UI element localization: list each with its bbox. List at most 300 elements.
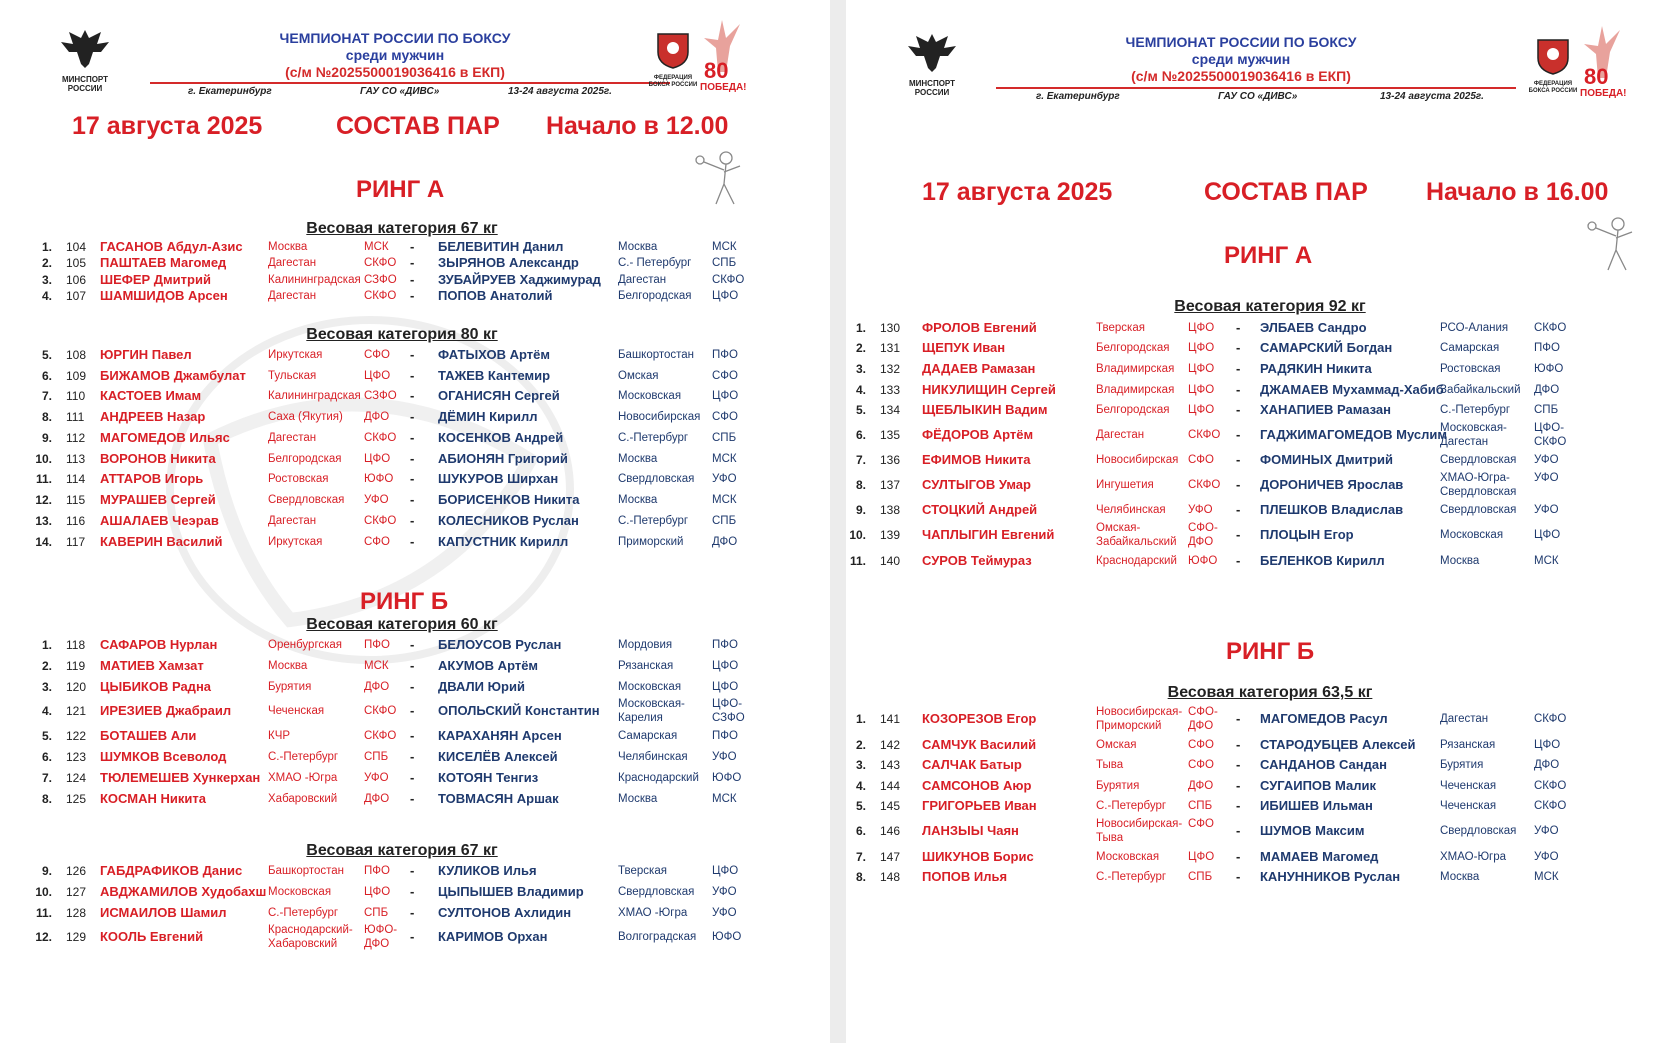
versus-dash: - xyxy=(410,770,415,785)
header-city: г. Екатеринбург xyxy=(1036,91,1120,102)
bout-id: 125 xyxy=(66,792,87,806)
blue-corner-region: Московская- Дагестан xyxy=(1440,422,1507,448)
red-corner-district: ЮФО xyxy=(364,473,394,485)
red-corner-region: С.-Петербург xyxy=(1096,800,1167,812)
blue-corner-region: Башкортостан xyxy=(618,349,695,361)
blue-corner-boxer: ШУКУРОВ Ширхан xyxy=(438,471,559,486)
bout-id: 127 xyxy=(66,885,87,899)
red-corner-boxer: КООЛЬ Евгений xyxy=(100,929,204,944)
versus-dash: - xyxy=(410,679,415,694)
blue-corner-region: Челябинская xyxy=(618,751,688,763)
red-corner-boxer: ШАМШИДОВ Арсен xyxy=(100,288,228,303)
red-corner-district: СКФО xyxy=(364,730,397,742)
red-corner-boxer: ШЕФЕР Дмитрий xyxy=(100,272,211,287)
bout-row xyxy=(0,906,830,926)
blue-corner-district: ЦФО xyxy=(712,660,739,672)
bout-id: 108 xyxy=(66,348,87,362)
blue-corner-district: СКФО xyxy=(1534,713,1567,725)
red-corner-district: МСК xyxy=(364,241,389,253)
bout-row xyxy=(0,493,830,513)
versus-dash: - xyxy=(1236,340,1241,355)
bout-row xyxy=(0,885,830,905)
red-corner-district: ЦФО xyxy=(1188,363,1215,375)
red-corner-region: Омская xyxy=(1096,739,1137,751)
blue-corner-region: Москва xyxy=(1440,871,1480,883)
bout-row xyxy=(846,362,1680,382)
red-corner-boxer: СТОЦКИЙ Андрей xyxy=(922,502,1038,517)
red-corner-region: Бурятия xyxy=(268,681,312,693)
versus-dash: - xyxy=(1236,823,1241,838)
red-corner-region: КЧР xyxy=(268,730,291,742)
blue-corner-district: ЦФО xyxy=(1534,529,1561,541)
red-corner-district: МСК xyxy=(364,660,389,672)
bout-id: 145 xyxy=(880,799,901,813)
red-corner-district: СКФО xyxy=(364,290,397,302)
bout-row xyxy=(0,792,830,812)
blue-corner-district: УФО xyxy=(1534,504,1559,516)
blue-corner-boxer: ОГАНИСЯН Сергей xyxy=(438,388,560,403)
blue-corner-boxer: БОРИСЕНКОВ Никита xyxy=(438,492,580,507)
bout-row xyxy=(846,799,1680,819)
red-corner-region: Дагестан xyxy=(268,432,317,444)
weight-category-heading: Весовая категория 63,5 кг xyxy=(1167,684,1373,701)
championship-subtitle: среди мужчин xyxy=(345,47,445,63)
red-corner-boxer: САЛЧАК Батыр xyxy=(922,757,1022,772)
blue-corner-region: Чеченская xyxy=(1440,800,1497,812)
red-corner-boxer: ПАШТАЕВ Магомед xyxy=(100,255,227,270)
red-corner-boxer: ФРОЛОВ Евгений xyxy=(922,320,1037,335)
bout-row xyxy=(846,818,1680,844)
red-corner-region: Иркутская xyxy=(268,349,323,361)
blue-corner-district: СКФО xyxy=(1534,780,1567,792)
red-corner-district: СПБ xyxy=(364,751,389,763)
bout-number: 10. xyxy=(849,528,866,542)
red-corner-boxer: МАТИЕВ Хамзат xyxy=(100,658,204,673)
shield-icon xyxy=(648,30,698,70)
red-corner-district: СКФО xyxy=(1188,429,1221,441)
red-corner-region: С.-Петербург xyxy=(1096,871,1167,883)
bout-number: 3. xyxy=(41,273,52,287)
bout-number: 8. xyxy=(41,792,52,806)
blue-corner-district: УФО xyxy=(1534,454,1559,466)
bout-number: 6. xyxy=(41,369,52,383)
versus-dash: - xyxy=(1236,382,1241,397)
blue-corner-district: МСК xyxy=(1534,871,1559,883)
red-corner-boxer: ГАБДРАФИКОВ Данис xyxy=(100,863,243,878)
red-corner-boxer: БИЖАМОВ Джамбулат xyxy=(100,368,246,383)
bout-number: 5. xyxy=(855,403,866,417)
versus-dash: - xyxy=(410,492,415,507)
header-title xyxy=(240,30,550,81)
bout-id: 137 xyxy=(880,478,901,492)
bout-id: 106 xyxy=(66,273,87,287)
blue-corner-boxer: КОЛЕСНИКОВ Руслан xyxy=(438,513,579,528)
red-corner-boxer: ЩЕПУК Иван xyxy=(922,340,1006,355)
bout-id: 112 xyxy=(66,431,86,445)
blue-corner-district: СКФО xyxy=(1534,800,1567,812)
bout-id: 123 xyxy=(66,750,87,764)
red-corner-boxer: ЕФИМОВ Никита xyxy=(922,452,1031,467)
blue-corner-boxer: ДВАЛИ Юрий xyxy=(438,679,525,694)
blue-corner-boxer: ГАДЖИМАГОМЕДОВ Муслим xyxy=(1260,427,1448,442)
bout-number: 7. xyxy=(855,453,866,467)
blue-corner-region: Москва xyxy=(618,453,658,465)
bout-row xyxy=(0,924,830,950)
red-corner-region: Новосибирская- Приморский xyxy=(1096,706,1183,732)
red-corner-boxer: САМЧУК Василий xyxy=(922,737,1037,752)
blue-corner-boxer: ПЛОЦЫН Егор xyxy=(1260,527,1354,542)
bout-id: 114 xyxy=(66,472,86,486)
blue-corner-region: С.-Петербург xyxy=(618,515,689,527)
blue-corner-region: Бурятия xyxy=(1440,759,1484,771)
blue-corner-boxer: СТАРОДУБЦЕВ Алексей xyxy=(1260,737,1416,752)
blue-corner-region: Чеченская xyxy=(1440,780,1497,792)
versus-dash: - xyxy=(410,272,415,287)
blue-corner-district: МСК xyxy=(712,793,737,805)
blue-corner-district: СПБ xyxy=(712,257,737,269)
blue-corner-region: ХМАО-Югра- Свердловская xyxy=(1440,472,1517,498)
bout-row xyxy=(0,659,830,679)
ring-b-heading: РИНГ Б xyxy=(1226,638,1315,665)
versus-dash: - xyxy=(1236,527,1241,542)
red-corner-boxer: ВОРОНОВ Никита xyxy=(100,451,216,466)
blue-corner-region: Свердловская xyxy=(618,886,695,898)
badge-80: 80 xyxy=(704,58,729,83)
red-corner-district: ДФО xyxy=(1188,780,1214,792)
bout-row xyxy=(846,503,1680,523)
red-corner-region: Тверская xyxy=(1096,322,1145,334)
bout-number: 10. xyxy=(35,885,52,899)
bout-number: 6. xyxy=(855,428,866,442)
blue-corner-boxer: ТОВМАСЯН Аршак xyxy=(438,791,559,806)
blue-corner-region: Свердловская xyxy=(618,473,695,485)
bout-number: 13. xyxy=(35,514,52,528)
bout-row xyxy=(846,522,1680,548)
red-corner-region: Дагестан xyxy=(268,257,317,269)
red-corner-district: СФО xyxy=(1188,759,1214,771)
header-city: г. Екатеринбург xyxy=(188,86,272,97)
red-corner-boxer: ЦЫБИКОВ Радна xyxy=(100,679,212,694)
blue-corner-district: ЦФО xyxy=(712,290,739,302)
versus-dash: - xyxy=(1236,477,1241,492)
bout-row xyxy=(0,472,830,492)
blue-corner-boxer: САМАРСКИЙ Богдан xyxy=(1260,340,1393,355)
blue-corner-boxer: СУЛТОНОВ Ахлидин xyxy=(438,905,572,920)
blue-corner-district: ЮФО xyxy=(1534,363,1564,375)
blue-corner-district: СФО xyxy=(712,411,738,423)
versus-dash: - xyxy=(410,703,415,718)
boxer-icon xyxy=(1582,214,1644,272)
versus-dash: - xyxy=(410,637,415,652)
red-corner-district: УФО xyxy=(364,772,389,784)
bout-row xyxy=(0,729,830,749)
red-corner-district: ДФО xyxy=(364,411,390,423)
red-corner-region: Дагестан xyxy=(268,515,317,527)
bout-id: 115 xyxy=(66,493,86,507)
blue-corner-boxer: ОПОЛЬСКИЙ Константин xyxy=(438,703,600,718)
bout-number: 10. xyxy=(35,452,52,466)
red-corner-boxer: НИКУЛИЩИН Сергей xyxy=(922,382,1056,397)
red-corner-region: Ростовская xyxy=(268,473,329,485)
versus-dash: - xyxy=(410,288,415,303)
versus-dash: - xyxy=(410,884,415,899)
bout-number: 4. xyxy=(855,383,866,397)
bout-number: 7. xyxy=(855,850,866,864)
weight-category-heading: Весовая категория 60 кг xyxy=(306,616,498,633)
blue-corner-region: Рязанская xyxy=(618,660,674,672)
blue-corner-region: Москва xyxy=(618,494,658,506)
blue-corner-region: Мордовия xyxy=(618,639,673,651)
red-corner-district: ДФО xyxy=(364,681,390,693)
bout-row xyxy=(0,431,830,451)
blue-corner-boxer: ДЁМИН Кирилл xyxy=(438,409,538,424)
bout-id: 146 xyxy=(880,824,901,838)
red-corner-region: Бурятия xyxy=(1096,780,1140,792)
red-corner-region: Иркутская xyxy=(268,536,323,548)
weight-category-heading: Весовая категория 67 кг xyxy=(306,220,498,237)
blue-corner-boxer: АБИОНЯН Григорий xyxy=(438,451,568,466)
blue-corner-district: УФО xyxy=(712,473,737,485)
blue-corner-district: УФО xyxy=(1534,825,1559,837)
versus-dash: - xyxy=(1236,361,1241,376)
red-corner-district: СФО xyxy=(364,349,390,361)
blue-corner-boxer: ДЖАМАЕВ Мухаммад-Хабиб xyxy=(1260,382,1444,397)
bout-id: 134 xyxy=(880,403,901,417)
red-corner-boxer: СУРОВ Теймураз xyxy=(922,553,1032,568)
red-corner-district: ЦФО xyxy=(1188,404,1215,416)
bout-row xyxy=(0,289,830,309)
blue-corner-region: Новосибирская xyxy=(618,411,701,423)
ring-a-heading: РИНГ А xyxy=(1224,242,1313,269)
versus-dash: - xyxy=(410,905,415,920)
red-corner-district: СПБ xyxy=(1188,800,1213,812)
bout-number: 2. xyxy=(855,341,866,355)
bout-id: 120 xyxy=(66,680,87,694)
bout-id: 136 xyxy=(880,453,901,467)
blue-corner-boxer: МАМАЕВ Магомед xyxy=(1260,849,1379,864)
bout-number: 3. xyxy=(855,758,866,772)
blue-corner-boxer: АКУМОВ Артём xyxy=(438,658,539,673)
red-corner-region: Новосибирская- Тыва xyxy=(1096,818,1183,844)
versus-dash: - xyxy=(1236,737,1241,752)
blue-corner-region: Московская xyxy=(618,681,682,693)
versus-dash: - xyxy=(1236,553,1241,568)
pairs-title: СОСТАВ ПАР xyxy=(336,112,500,140)
weight-category-heading: Весовая категория 92 кг xyxy=(1174,298,1366,315)
red-corner-boxer: ФЁДОРОВ Артём xyxy=(922,427,1034,442)
blue-corner-region: ХМАО -Югра xyxy=(618,907,688,919)
schedule-page-2 xyxy=(846,0,1680,1043)
red-corner-region: Белгородская xyxy=(1096,342,1170,354)
blue-corner-district: ПФО xyxy=(712,730,738,742)
red-corner-boxer: ШИКУНОВ Борис xyxy=(922,849,1034,864)
blue-corner-boxer: ШУМОВ Максим xyxy=(1260,823,1365,838)
bout-row xyxy=(846,472,1680,498)
red-corner-boxer: КОЗОРЕЗОВ Егор xyxy=(922,711,1037,726)
red-corner-region: С.-Петербург xyxy=(268,907,339,919)
bout-row xyxy=(0,864,830,884)
red-corner-boxer: КАСТОЕВ Имам xyxy=(100,388,202,403)
blue-corner-boxer: ПОПОВ Анатолий xyxy=(438,288,553,303)
bout-number: 4. xyxy=(41,289,52,303)
versus-dash: - xyxy=(410,728,415,743)
victory-badge xyxy=(1580,24,1627,106)
blue-corner-region: Тверская xyxy=(618,865,667,877)
blue-corner-region: С.-Петербург xyxy=(1440,404,1511,416)
red-corner-boxer: ГАСАНОВ Абдул-Азис xyxy=(100,239,243,254)
red-corner-district: ЦФО xyxy=(364,370,391,382)
blue-corner-district: ДФО xyxy=(1534,759,1560,771)
bout-number: 6. xyxy=(41,750,52,764)
red-corner-district: СЗФО xyxy=(364,390,397,402)
blue-corner-region: Москва xyxy=(618,793,658,805)
blue-corner-boxer: ИБИШЕВ Ильман xyxy=(1260,798,1373,813)
bout-id: 116 xyxy=(66,514,86,528)
red-corner-district: ПФО xyxy=(364,865,390,877)
bout-number: 6. xyxy=(855,824,866,838)
red-corner-district: СКФО xyxy=(364,705,397,717)
blue-corner-boxer: КОТОЯН Тенгиз xyxy=(438,770,539,785)
red-corner-region: Владимирская xyxy=(1096,363,1175,375)
blue-corner-district: СПБ xyxy=(712,515,737,527)
blue-corner-district: ДФО xyxy=(712,536,738,548)
red-corner-district: ЦФО xyxy=(1188,342,1215,354)
bout-row xyxy=(846,706,1680,732)
bout-row xyxy=(846,341,1680,361)
red-corner-region: Новосибирская xyxy=(1096,454,1179,466)
versus-dash: - xyxy=(410,471,415,486)
red-corner-district: СФО xyxy=(1188,818,1214,830)
blue-corner-region: Дагестан xyxy=(1440,713,1489,725)
red-corner-region: Москва xyxy=(268,660,308,672)
versus-dash: - xyxy=(1236,320,1241,335)
bout-row xyxy=(846,870,1680,890)
bout-id: 133 xyxy=(880,383,901,397)
bout-row xyxy=(846,383,1680,403)
red-corner-boxer: МУРАШЕВ Сергей xyxy=(100,492,216,507)
header-venue: ГАУ СО «ДИВС» xyxy=(360,86,440,97)
red-corner-boxer: САМСОНОВ Аюр xyxy=(922,778,1032,793)
versus-dash: - xyxy=(1236,711,1241,726)
ring-b-heading: РИНГ Б xyxy=(360,588,449,615)
blue-corner-district: ЮФО xyxy=(712,931,742,943)
bout-id: 142 xyxy=(880,738,901,752)
versus-dash: - xyxy=(410,451,415,466)
red-corner-region: Оренбургская xyxy=(268,639,343,651)
versus-dash: - xyxy=(1236,427,1241,442)
bout-number: 14. xyxy=(35,535,52,549)
red-corner-region: Ингушетия xyxy=(1096,479,1154,491)
red-corner-boxer: САФАРОВ Нурлан xyxy=(100,637,218,652)
red-corner-region: Чеченская xyxy=(268,705,325,717)
bout-id: 130 xyxy=(880,321,901,335)
bout-row xyxy=(846,453,1680,473)
red-corner-region: Белгородская xyxy=(1096,404,1170,416)
versus-dash: - xyxy=(1236,757,1241,772)
bout-id: 104 xyxy=(66,240,87,254)
red-corner-district: СФО xyxy=(364,536,390,548)
blue-corner-boxer: ПЛЕШКОВ Владислав xyxy=(1260,502,1404,517)
championship-title: ЧЕМПИОНАТ РОССИИ ПО БОКСУ xyxy=(279,30,511,46)
red-corner-district: УФО xyxy=(364,494,389,506)
red-corner-region: Московская xyxy=(268,886,332,898)
federation-label: ФЕДЕРАЦИЯ БОКСА РОССИИ xyxy=(648,75,698,88)
bout-id: 110 xyxy=(66,389,86,403)
blue-corner-district: УФО xyxy=(712,907,737,919)
versus-dash: - xyxy=(410,534,415,549)
blue-corner-region: Свердловская xyxy=(1440,825,1517,837)
event-date: 17 августа 2025 xyxy=(922,178,1113,206)
victory-badge xyxy=(700,18,747,100)
bout-id: 119 xyxy=(66,659,86,673)
bout-id: 147 xyxy=(880,850,901,864)
header-line xyxy=(996,87,1516,89)
red-corner-boxer: АТТАРОВ Игорь xyxy=(100,471,204,486)
blue-corner-region: Москва xyxy=(618,241,658,253)
badge-80: 80 xyxy=(1584,64,1609,89)
blue-corner-district: СКФО xyxy=(1534,322,1567,334)
versus-dash: - xyxy=(410,388,415,403)
bout-id: 122 xyxy=(66,729,87,743)
versus-dash: - xyxy=(1236,778,1241,793)
red-corner-district: УФО xyxy=(1188,504,1213,516)
red-corner-boxer: ЮРГИН Павел xyxy=(100,347,192,362)
header-title xyxy=(1086,34,1396,85)
bout-row xyxy=(0,771,830,791)
red-corner-district: СПБ xyxy=(364,907,389,919)
versus-dash: - xyxy=(410,749,415,764)
red-corner-region: Москва xyxy=(268,241,308,253)
blue-corner-region: Свердловская xyxy=(1440,454,1517,466)
versus-dash: - xyxy=(410,863,415,878)
blue-corner-district: ДФО xyxy=(1534,384,1560,396)
red-corner-region: Челябинская xyxy=(1096,504,1166,516)
bout-id: 121 xyxy=(66,704,87,718)
bout-id: 144 xyxy=(880,779,901,793)
bout-id: 140 xyxy=(880,554,901,568)
bout-id: 141 xyxy=(880,712,901,726)
bout-number: 8. xyxy=(855,478,866,492)
bout-number: 11. xyxy=(849,554,866,568)
bout-id: 143 xyxy=(880,758,901,772)
red-corner-region: Краснодарский xyxy=(1096,555,1177,567)
blue-corner-district: УФО xyxy=(712,886,737,898)
red-corner-boxer: СУЛТЫГОВ Умар xyxy=(922,477,1031,492)
versus-dash: - xyxy=(410,658,415,673)
red-corner-region: Тыва xyxy=(1096,759,1124,771)
red-corner-boxer: МАГОМЕДОВ Ильяс xyxy=(100,430,230,445)
red-corner-region: Саха (Якутия) xyxy=(268,411,343,423)
red-corner-district: ПФО xyxy=(364,639,390,651)
red-corner-boxer: БОТАШЕВ Али xyxy=(100,728,197,743)
red-corner-boxer: ЧАПЛЫГИН Евгений xyxy=(922,527,1055,542)
blue-corner-boxer: БЕЛЕВИТИН Данил xyxy=(438,239,564,254)
bout-row xyxy=(0,389,830,409)
blue-corner-boxer: ДОРОНИЧЕВ Ярослав xyxy=(1260,477,1404,492)
bout-id: 139 xyxy=(880,528,901,542)
blue-corner-district: ЦФО- СЗФО xyxy=(712,698,745,724)
red-corner-boxer: ГРИГОРЬЕВ Иван xyxy=(922,798,1037,813)
blue-corner-region: Ростовская xyxy=(1440,363,1501,375)
red-corner-region: Калининградская xyxy=(268,390,361,402)
versus-dash: - xyxy=(410,368,415,383)
blue-corner-boxer: КАРИМОВ Орхан xyxy=(438,929,548,944)
bout-number: 11. xyxy=(35,906,52,920)
blue-corner-district: МСК xyxy=(712,494,737,506)
red-corner-district: СКФО xyxy=(364,257,397,269)
championship-code: (с/м №2025500019036416 в ЕКП) xyxy=(1131,68,1351,84)
bout-row xyxy=(0,410,830,430)
